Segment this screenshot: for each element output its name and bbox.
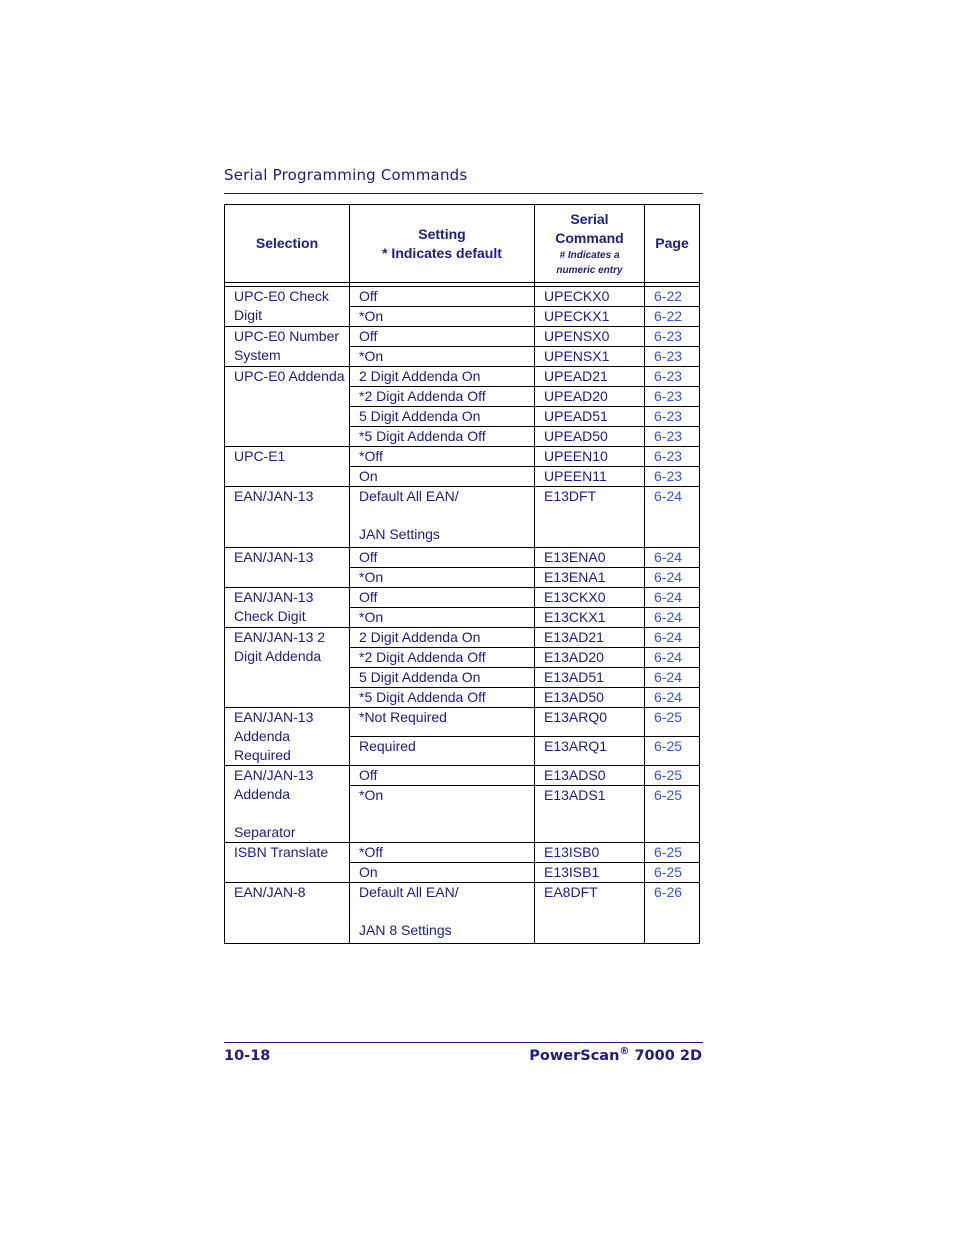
command-cell: E13AD51 [535,668,645,688]
setting-cell [350,487,535,548]
command-cell: E13CKX0 [535,588,645,608]
page-link[interactable]: 6-23 [645,467,700,487]
command-cell: E13ENA0 [535,548,645,568]
product-name [529,1046,702,1064]
selection-cell: ISBN Translate [225,843,350,883]
setting-cell: *5 Digit Addenda Off [350,688,535,708]
command-cell: UPEEN10 [535,447,645,467]
table-row [225,843,700,863]
col-header-serial-note1: # Indicates a [559,249,620,261]
product-model: 7000 2D [629,1047,702,1064]
command-cell: E13CKX1 [535,608,645,628]
page-link[interactable]: 6-24 [645,608,700,628]
setting-cell: *On [350,307,535,327]
setting-cell: 5 Digit Addenda On [350,407,535,427]
page-link[interactable]: 6-25 [645,708,700,737]
setting-cell: On [350,467,535,487]
setting-cell: *Not Required [350,708,535,737]
page-link[interactable]: 6-24 [645,487,700,548]
command-cell: E13AD50 [535,688,645,708]
table-row [225,548,700,568]
page-link[interactable]: 6-24 [645,648,700,668]
table-row [225,487,700,548]
command-cell: UPEAD50 [535,427,645,447]
command-cell: E13ARQ1 [535,737,645,766]
page-link[interactable]: 6-26 [645,883,700,944]
serial-commands-table [224,204,700,944]
table-row [225,588,700,608]
selection-cell: UPC-E0 Check Digit [225,287,350,327]
page-link[interactable]: 6-23 [645,347,700,367]
registered-mark: ® [619,1046,630,1057]
table-row [225,708,700,737]
selection-cell: UPC-E1 [225,447,350,487]
setting-cell: *Off [350,843,535,863]
setting-cell: Off [350,588,535,608]
table-row [225,327,700,347]
selection-cell: EAN/JAN-13 Addenda Required [225,708,350,766]
setting-cell: *2 Digit Addenda Off [350,648,535,668]
page-link[interactable]: 6-23 [645,427,700,447]
command-cell: UPEAD21 [535,367,645,387]
page-link[interactable]: 6-25 [645,863,700,883]
setting-cell: 2 Digit Addenda On [350,367,535,387]
table-row [225,883,700,944]
setting-cell: *On [350,347,535,367]
selection-line: EAN/JAN-13 [234,767,314,783]
page-link[interactable]: 6-23 [645,327,700,347]
setting-cell: *5 Digit Addenda Off [350,427,535,447]
col-header-serial-command [535,205,645,283]
command-cell: E13AD20 [535,648,645,668]
command-cell: E13ISB1 [535,863,645,883]
setting-cell: Required [350,737,535,766]
product-brand: PowerScan [529,1047,620,1064]
setting-cell: Off [350,548,535,568]
col-header-setting-line2: * Indicates default [382,244,502,261]
selection-cell: EAN/JAN-13 2 Digit Addenda [225,628,350,708]
command-cell: E13ENA1 [535,568,645,588]
setting-line: Default All EAN/ [359,884,459,900]
setting-cell: 5 Digit Addenda On [350,668,535,688]
command-cell: E13ADS1 [535,786,645,843]
page-link[interactable]: 6-24 [645,688,700,708]
page-link[interactable]: 6-23 [645,407,700,427]
page-link[interactable]: 6-23 [645,367,700,387]
selection-cell: EAN/JAN-8 [225,883,350,944]
command-cell: E13ADS0 [535,766,645,786]
setting-cell: *2 Digit Addenda Off [350,387,535,407]
col-header-setting-line1: Setting [418,225,466,242]
page-link[interactable]: 6-24 [645,668,700,688]
command-cell: UPEAD51 [535,407,645,427]
table-row [225,766,700,786]
page-link[interactable]: 6-24 [645,628,700,648]
page-link[interactable]: 6-25 [645,786,700,843]
table-row [225,628,700,648]
selection-cell: EAN/JAN-13 [225,487,350,548]
section-title: Serial Programming Commands [224,166,468,184]
command-cell: E13AD21 [535,628,645,648]
command-cell: UPENSX0 [535,327,645,347]
col-header-page: Page [645,205,700,283]
command-cell: UPENSX1 [535,347,645,367]
col-header-selection: Selection [225,205,350,283]
setting-cell: On [350,863,535,883]
page-link[interactable]: 6-24 [645,588,700,608]
col-header-serial-note2: numeric entry [556,264,623,276]
setting-cell: *Off [350,447,535,467]
setting-cell: *On [350,786,535,843]
command-cell: UPEEN11 [535,467,645,487]
page-link[interactable]: 6-24 [645,548,700,568]
page-link[interactable]: 6-22 [645,287,700,307]
command-cell: E13DFT [535,487,645,548]
page-link[interactable]: 6-24 [645,568,700,588]
header-rule [224,193,703,194]
selection-cell: EAN/JAN-13 [225,548,350,588]
command-cell: E13ISB0 [535,843,645,863]
col-header-serial-line1: Serial [570,210,609,227]
selection-cell [225,766,350,843]
page-number: 10-18 [224,1048,271,1064]
command-cell: UPECKX1 [535,307,645,327]
setting-cell: *On [350,608,535,628]
command-cell: UPEAD20 [535,387,645,407]
command-cell: UPECKX0 [535,287,645,307]
page-link[interactable]: 6-23 [645,447,700,467]
footer-rule [224,1042,703,1043]
page-link[interactable]: 6-22 [645,307,700,327]
col-header-serial-line2: Command [555,229,624,246]
selection-line: Addenda [234,786,291,802]
selection-cell: UPC-E0 Number System [225,327,350,367]
setting-line: Default All EAN/ [359,488,459,504]
page-link[interactable]: 6-25 [645,843,700,863]
setting-cell: Off [350,766,535,786]
selection-line: Separator [234,824,296,840]
selection-cell: UPC-E0 Addenda [225,367,350,447]
setting-cell: Off [350,287,535,307]
setting-line: JAN Settings [359,526,440,542]
setting-cell: *On [350,568,535,588]
setting-line: JAN 8 Settings [359,922,452,938]
col-header-setting [350,205,535,283]
table-row [225,367,700,387]
page-link[interactable]: 6-25 [645,766,700,786]
setting-cell: 2 Digit Addenda On [350,628,535,648]
selection-cell: EAN/JAN-13 Check Digit [225,588,350,628]
setting-cell [350,883,535,944]
page-link[interactable]: 6-25 [645,737,700,766]
page-link[interactable]: 6-23 [645,387,700,407]
table-row [225,447,700,467]
command-cell: EA8DFT [535,883,645,944]
setting-cell: Off [350,327,535,347]
command-cell: E13ARQ0 [535,708,645,737]
table-row [225,287,700,307]
